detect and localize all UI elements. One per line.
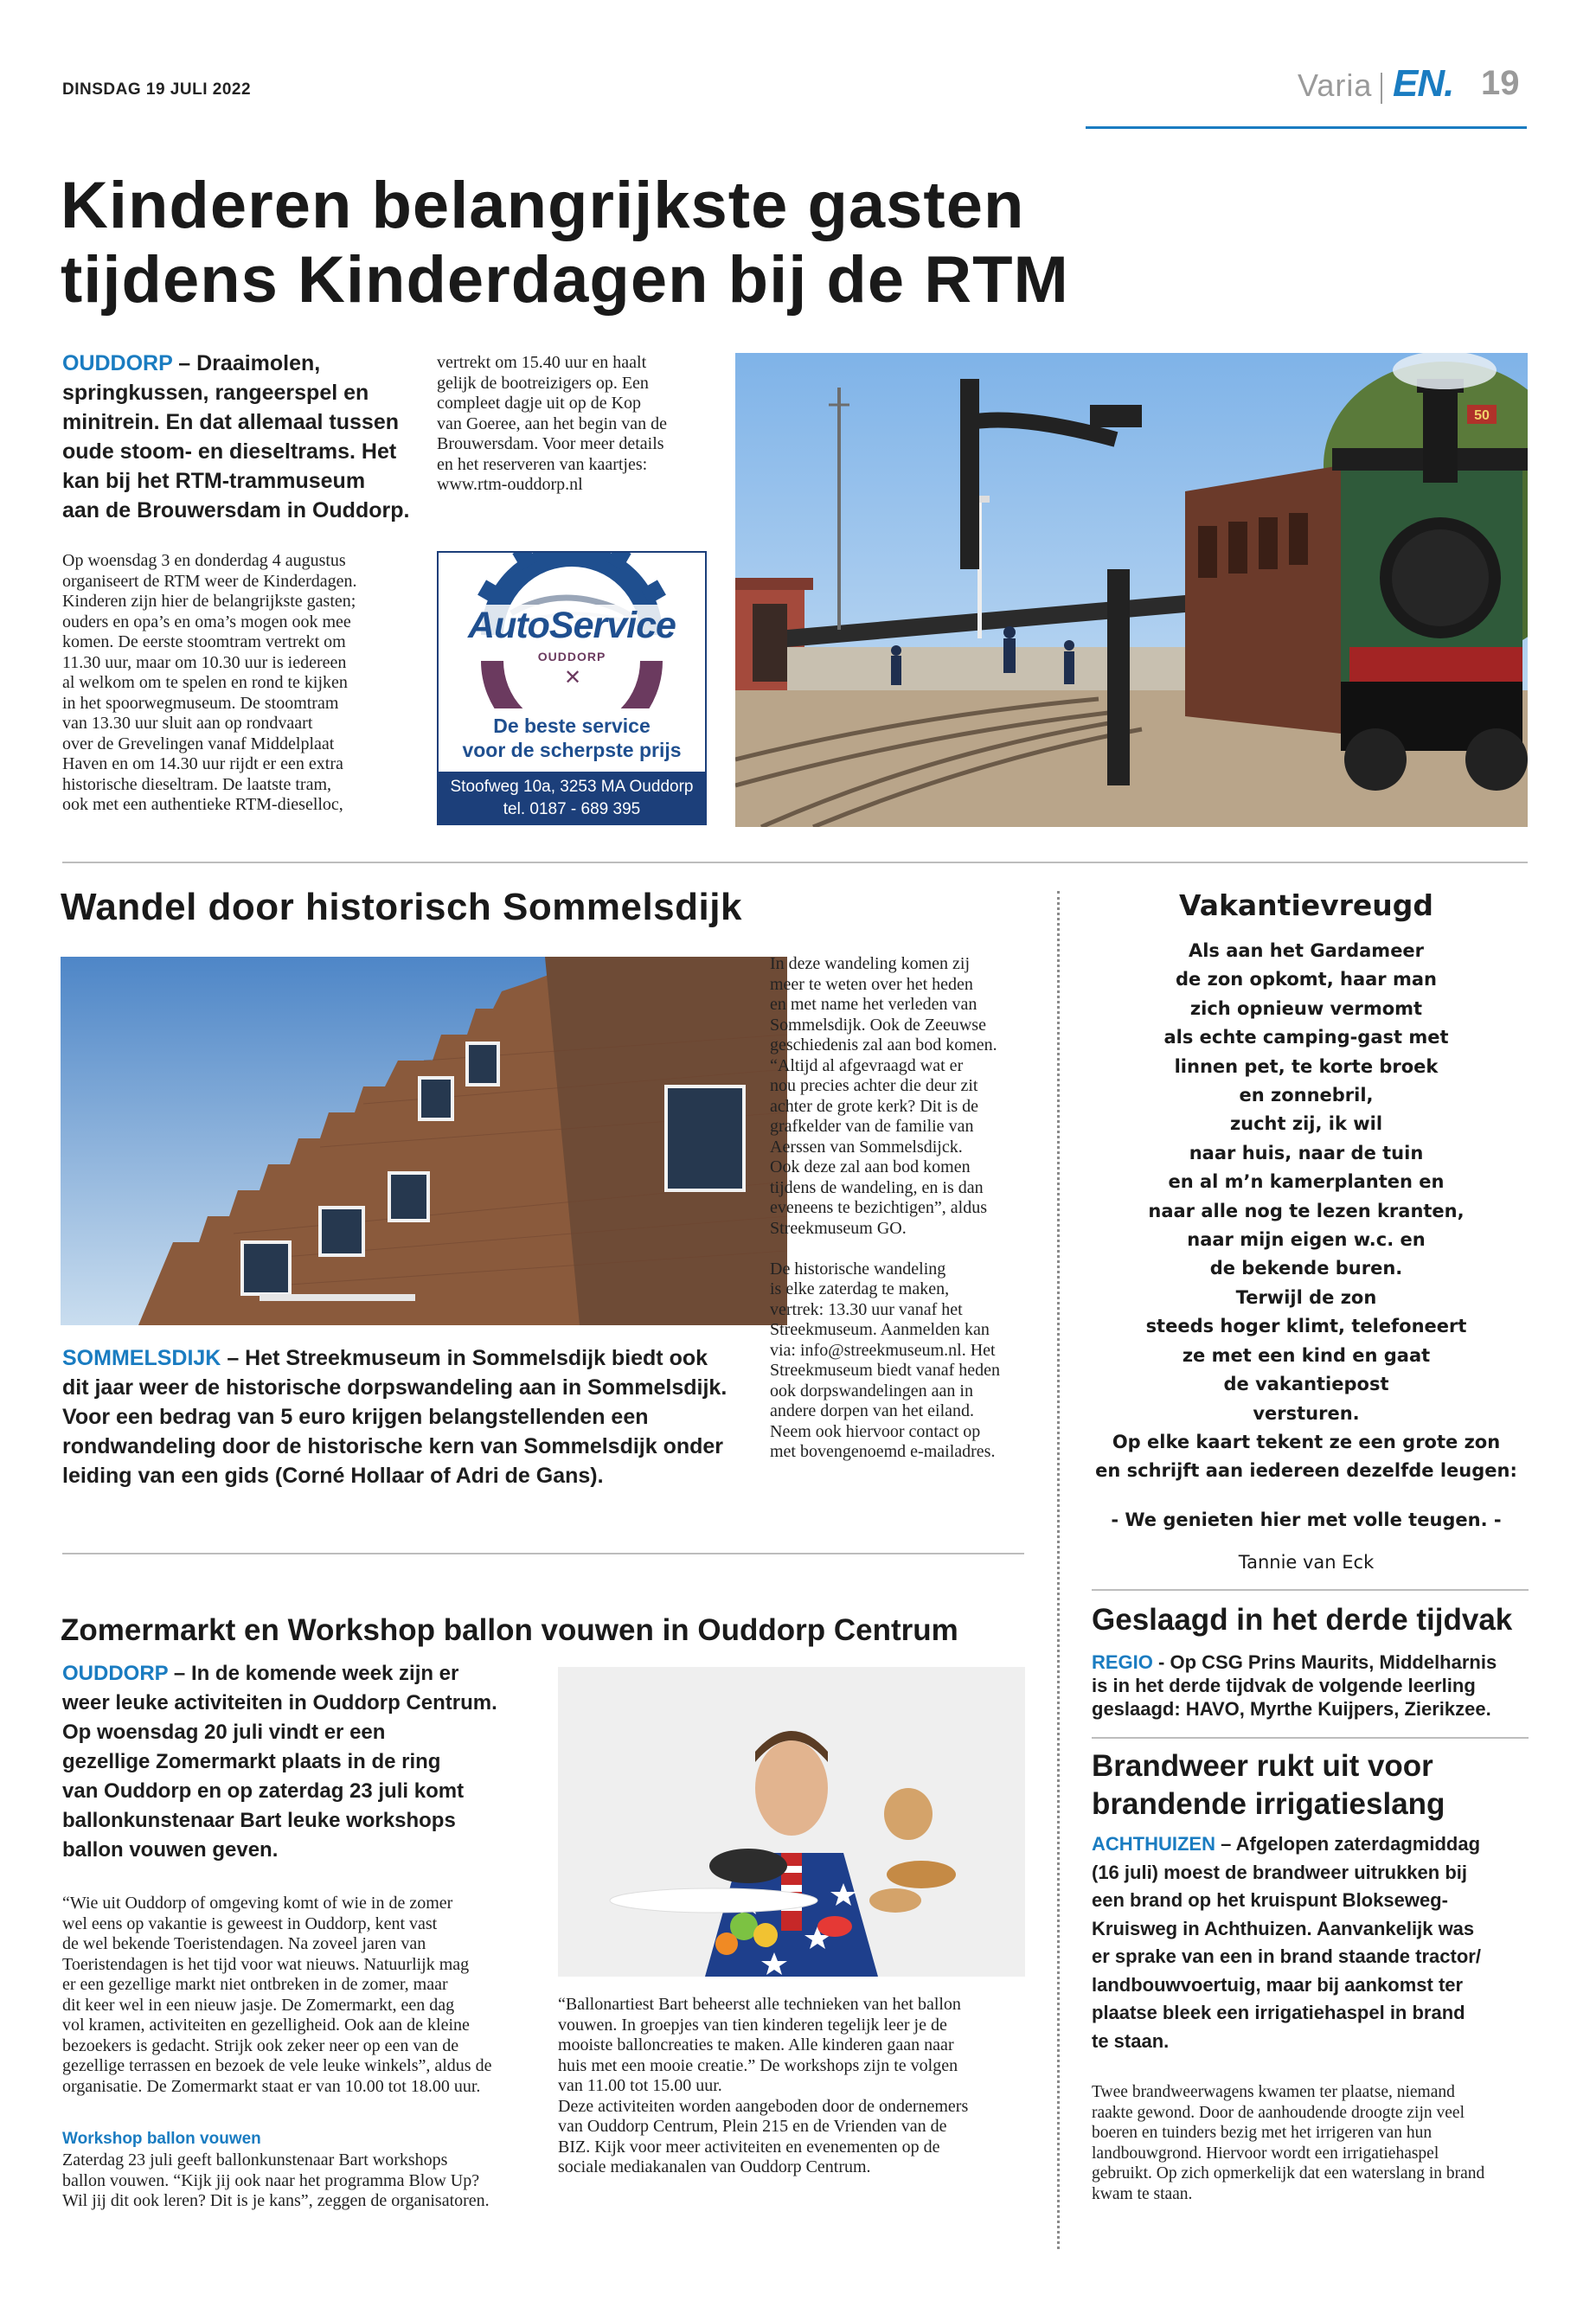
lead-line: geslaagd: HAVO, Myrthe Kuijpers, Zierikzee. [1092, 1698, 1491, 1720]
header-rule [1086, 126, 1527, 129]
body-line: en het reserveren van kaartjes: [437, 454, 648, 474]
poem-line: als echte camping-gast met [1163, 1027, 1449, 1048]
lead-line: rondwandeling door de historische kern van Sommelsdijk onder [62, 1434, 724, 1458]
poem-line: de zon opkomt, haar man [1176, 969, 1437, 990]
article1-kicker: OUDDORP [62, 351, 173, 375]
article5-lead [1092, 1830, 1529, 2055]
body-line: vertrek: 13.30 uur vanaf het [770, 1299, 963, 1319]
divider-article4 [1092, 1737, 1529, 1739]
body-line: in het spoorwegmuseum. De stoomtram [62, 693, 339, 713]
body-line: Brouwersdam. Voor meer details [437, 434, 664, 453]
poem-line: linnen pet, te korte broek [1174, 1055, 1439, 1077]
article3-kicker: OUDDORP [62, 1662, 169, 1685]
lead-line: weer leuke activiteiten in Ouddorp Centrum. [62, 1691, 497, 1715]
body-line: organiseert de RTM weer de Kinderdagen. [62, 571, 357, 591]
article5-headline-line2: brandende irrigatieslang [1092, 1787, 1445, 1821]
body-line: de wel bekende Toeristendagen. Na zoveel jaren van [62, 1934, 426, 1953]
article3-lead [62, 1659, 547, 1865]
ad-slogan-line2: voor de scherpste prijs [462, 739, 682, 761]
body-line: via: info@streekmuseum.nl. Het [770, 1340, 996, 1360]
article5-headline-line1: Brandweer rukt uit voor [1092, 1749, 1433, 1783]
body-line: van Ouddorp Centrum, Plein 215 en de Vrienden van de [558, 2117, 947, 2136]
poem-line: en al m’n kamerplanten en [1168, 1171, 1445, 1193]
body-line: compleet dagje uit op de Kop [437, 394, 642, 413]
issue-date: DINSDAG 19 JULI 2022 [62, 80, 252, 99]
wrench-icon: ✕ [563, 665, 582, 689]
body-line: raakte gewond. Door de aanhoudende droogte zijn veel [1092, 2103, 1465, 2122]
lead-line: - Op CSG Prins Maurits, Middelharnis [1158, 1651, 1497, 1673]
lead-line: er sprake van een in brand staande tractor/ [1092, 1945, 1481, 1967]
article3-subhead: Workshop ballon vouwen [62, 2130, 261, 2148]
body-line: sociale mediakanalen van Ouddorp Centrum. [558, 2157, 871, 2176]
poem-line: steeds hoger klimt, telefoneert [1145, 1316, 1467, 1337]
body-line: boeren en tuinders bezig met het irrigeren van hun [1092, 2124, 1433, 2142]
lead-line: kan bij het RTM-trammuseum [62, 469, 366, 493]
body-line: nou precies achter die deur zit [770, 1076, 978, 1095]
body-line: wel eens op vakantie is geweest in Ouddorp, kent vast [62, 1913, 438, 1933]
poem-line: en zonnebril, [1239, 1085, 1374, 1106]
poem-line: naar mijn eigen w.c. en [1187, 1229, 1426, 1251]
body-line: In deze wandeling komen zij [770, 954, 971, 973]
lead-line: – Het Streekmuseum in Sommelsdijk biedt ook [227, 1346, 708, 1370]
body-line: Toeristendagen is het tijd voor wat nieuws. Natuurlijk mag [62, 1954, 470, 1974]
lead-line: een brand op het kruispunt Blokseweg- [1092, 1889, 1448, 1911]
body-line: al welkom om te spelen en rond te kijken [62, 673, 348, 692]
lead-line: Kruisweg in Achthuizen. Aanvankelijk was [1092, 1917, 1475, 1939]
ad-slogan-line1: De beste service [493, 715, 651, 737]
body-line: vol kramen, activiteiten en gezelligheid. Ook aan de kleine [62, 2016, 470, 2035]
article2-headline: Wandel door historisch Sommelsdijk [61, 886, 742, 928]
body-line: van 11.00 tot 15.00 uur. [558, 2076, 722, 2095]
body-line: Sommelsdijk. Ook de Zeeuwse [770, 1015, 986, 1035]
poem-line: de vakantiepost [1223, 1374, 1389, 1395]
poem-body [1086, 937, 1527, 1486]
body-line [770, 1239, 1038, 1259]
article5-headline [1092, 1747, 1445, 1823]
body-line: van 13.30 uur sluit aan op rondvaart [62, 714, 313, 733]
lead-line: van Ouddorp en op zaterdag 23 juli komt [62, 1779, 465, 1803]
divider-2 [62, 1553, 1024, 1554]
body-line: huis met een mooie creatie.” De workshops zijn te volgen [558, 2055, 958, 2075]
body-line: eveneens te bezichtigen”, aldus [770, 1198, 987, 1217]
poem-line: Als aan het Gardameer [1188, 940, 1425, 961]
body-line: meer te weten over het heden [770, 974, 973, 994]
body-line: is elke zaterdag te maken, [770, 1279, 950, 1298]
body-line: Streekmuseum. Aanmelden kan [770, 1320, 990, 1339]
poem-line: Terwijl de zon [1235, 1286, 1377, 1308]
poem-line: naar alle nog te lezen kranten, [1148, 1200, 1465, 1221]
body-line: van Goeree, aan het begin van de [437, 413, 667, 433]
article2-column [770, 954, 1038, 1463]
body-line: bezoekers is gedacht. Strijk ook zeker neer op een van de [62, 2035, 459, 2055]
body-line: gebruikt. Op zich opmerkelijk dat een waterslang in brand [1092, 2164, 1485, 2182]
poem-title: Vakantievreugd [1178, 888, 1434, 922]
body-line: ook dorpswandelingen aan in [770, 1381, 973, 1400]
newspaper-logo: EN. [1393, 62, 1454, 105]
lead-line: plaatse bleek een irrigatiehaspel in brand [1092, 2002, 1465, 2023]
ad-address: Stoofweg 10a, 3253 MA Ouddorp [450, 778, 694, 796]
poem-line: en schrijft aan iedereen dezelfde leugen: [1095, 1460, 1517, 1482]
lead-line: – Afgelopen zaterdagmiddag [1221, 1833, 1481, 1855]
body-line: Ook deze zal aan bod komen [770, 1157, 971, 1176]
body-line: Deze activiteiten worden aangeboden door de ondernemers [558, 2096, 969, 2116]
ad-sub: OUDDORP [537, 650, 606, 663]
body-line: komen. De eerste stoomtram vertrekt om [62, 632, 346, 651]
body-line: kwam te staan. [1092, 2184, 1193, 2203]
body-line: Aerssen van Sommelsdijck. [770, 1137, 963, 1157]
lead-line: minitrein. En dat allemaal tussen [62, 410, 400, 434]
body-line: “Ballonartiest Bart beheerst alle technieken van het ballon [558, 1995, 961, 2014]
article3-body2 [62, 2150, 564, 2212]
divider-poem [1092, 1589, 1529, 1591]
article5-kicker: ACHTHUIZEN [1092, 1833, 1215, 1855]
body-line: Wil jij dit ook leren? Dit is je kans”, zeggen de organisatoren. [62, 2191, 490, 2210]
body-line: Neem ook hiervoor contact op [770, 1421, 981, 1441]
body-line: vertrekt om 15.40 uur en haalt [437, 353, 647, 372]
body-line: landbouwgrond. Hiervoor wordt een irrigatiehaspel [1092, 2144, 1439, 2163]
ad-slogan [439, 714, 705, 762]
sommelsdijk-photo [61, 957, 787, 1325]
lead-line: oude stoom- en dieseltrams. Het [62, 439, 397, 464]
divider-1 [62, 862, 1528, 863]
body-line: Streekmuseum GO. [770, 1218, 907, 1238]
poem-line: Op elke kaart tekent ze een grote zon [1112, 1431, 1501, 1452]
steam-tram-photo [735, 353, 1528, 827]
body-line: dit keer wel in een nieuw jasje. De Zomermarkt, een dag [62, 1995, 455, 2015]
lead-line: – Draaimolen, [178, 351, 321, 375]
body-line: “Altijd al afgevraagd wat er [770, 1055, 964, 1075]
header-divider [1381, 73, 1382, 104]
article3-headline: Zomermarkt en Workshop ballon vouwen in Ouddorp Centrum [61, 1613, 958, 1647]
article1-headline [61, 169, 1069, 317]
poem-line: versturen. [1253, 1402, 1360, 1424]
article4-lead [1092, 1650, 1529, 1721]
article1-lead [62, 349, 426, 525]
body-line: er een gezellige markt niet ontbreken in de zomer, maar [62, 1975, 448, 1994]
lead-line: ballon vouwen geven. [62, 1838, 279, 1862]
lead-line: (16 juli) moest de brandweer uitrukken bij [1092, 1861, 1467, 1883]
body-line: achter de grote kerk? Dit is de [770, 1096, 979, 1116]
body-line: ouders en opa’s en oma’s mogen ook mee [62, 612, 351, 631]
lead-line: is in het derde tijdvak de volgende leerling [1092, 1675, 1476, 1696]
ad-phone[interactable]: tel. 0187 - 689 395 [503, 800, 641, 818]
poem-line: naar huis, naar de tuin [1189, 1142, 1424, 1163]
body-line: en met name het verleden van [770, 995, 977, 1014]
poem-closing: - We genieten hier met volle teugen. - [1111, 1509, 1502, 1530]
body-line: historische dieseltram. De laatste tram, [62, 774, 332, 794]
body-line: De historische wandeling [770, 1259, 946, 1279]
lead-line: springkussen, rangeerspel en [62, 381, 369, 405]
body-line: grafkelder van de familie van [770, 1117, 974, 1136]
body-line: andere dorpen van het eiland. [770, 1401, 975, 1420]
lead-line: landbouwvoertuig, maar bij aankomst ter [1092, 1973, 1464, 1996]
lead-line: Voor een bedrag van 5 euro krijgen belangstellenden een [62, 1405, 649, 1429]
ad-contact-bar [439, 772, 705, 824]
article1-headline-line2: tijdens Kinderdagen bij de RTM [61, 243, 1069, 317]
body-line: Kinderen zijn hier de belangrijkste gasten; [62, 592, 356, 611]
article3-body [62, 1894, 564, 2097]
body-line: Zaterdag 23 juli geeft ballonkunstenaar Bart workshops [62, 2150, 448, 2170]
article2-kicker: SOMMELSDIJK [62, 1346, 221, 1370]
poem-line: ze met een kind en gaat [1182, 1344, 1431, 1366]
lead-line: te staan. [1092, 2029, 1170, 2052]
body-line: vouwen. In groepjes van tien kinderen tegelijk leer je de [558, 2015, 947, 2035]
article4-kicker: REGIO [1092, 1651, 1153, 1673]
body-line: organisatie. De Zomermarkt staat er van 10.00 tot 18.00 uur. [62, 2076, 481, 2096]
body-line: geschiedenis zal aan bod komen. [770, 1035, 997, 1054]
lead-line: gezellige Zomermarkt plaats in de ring [62, 1750, 441, 1773]
lead-line: – In de komende week zijn er [173, 1662, 459, 1685]
article1-column2 [437, 353, 696, 496]
column-separator [1057, 891, 1060, 2249]
poem-line: zucht zij, ik wil [1229, 1113, 1383, 1135]
article1-website[interactable]: www.rtm-ouddorp.nl [437, 475, 583, 494]
body-line: ook met een authentieke RTM-dieselloc, [62, 795, 343, 814]
body-line: BIZ. Kijk voor meer activiteiten en evenementen op de [558, 2137, 940, 2157]
article1-body [62, 551, 408, 816]
balloon-artist-photo [558, 1667, 1025, 1977]
lead-line: aan de Brouwersdam in Ouddorp. [62, 498, 410, 522]
lead-line: ballonkunstenaar Bart leuke workshops [62, 1809, 456, 1832]
body-line: tijdens de wandeling, en is dan [770, 1177, 984, 1197]
lead-line: Op woensdag 20 juli vindt er een [62, 1721, 386, 1744]
body-line: over de Grevelingen vanaf Middelplaat [62, 734, 335, 753]
locomotive-number: 50 [1474, 408, 1490, 423]
article1-headline-line1: Kinderen belangrijkste gasten [61, 169, 1025, 242]
page-number: 19 [1481, 64, 1520, 102]
article3-column2 [558, 1995, 1025, 2178]
body-line: 11.30 uur, maar om 10.30 uur is iedereen [62, 652, 347, 672]
ad-brand: AutoService [439, 605, 705, 647]
body-line: mooiste balloncreaties te maken. Alle kinderen gaan naar [558, 2035, 954, 2054]
poem-author: Tannie van Eck [1238, 1552, 1375, 1573]
body-line: Streekmuseum biedt vanaf heden [770, 1361, 1001, 1380]
body-line: ballon vouwen. “Kijk jij ook naar het programma Blow Up? [62, 2170, 480, 2190]
body-line: Op woensdag 3 en donderdag 4 augustus [62, 551, 346, 570]
body-line: met bovengenoemd e-mailadres. [770, 1442, 996, 1461]
body-line: gezellige terrassen en bezoek de vele leuke winkels”, aldus de [62, 2056, 492, 2075]
body-line: gelijk de bootreizigers op. Een [437, 373, 649, 393]
article5-body [1092, 2082, 1529, 2204]
body-line: Twee brandweerwagens kwamen ter plaatse, niemand [1092, 2083, 1455, 2101]
poem-line: zich opnieuw vermomt [1189, 997, 1423, 1019]
section-label: Varia [1298, 67, 1373, 103]
lead-line: leiding van een gids (Corné Hollaar of Adri de Gans). [62, 1464, 604, 1488]
autoservice-ad[interactable] [437, 551, 707, 825]
poem-line: de bekende buren. [1209, 1258, 1403, 1279]
article4-headline: Geslaagd in het derde tijdvak [1092, 1603, 1513, 1637]
body-line: Haven en om 14.30 uur rijdt er een extra [62, 754, 343, 773]
body-line: “Wie uit Ouddorp of omgeving komt of wie in de zomer [62, 1894, 453, 1913]
lead-line: dit jaar weer de historische dorpswandeling aan in Sommelsdijk. [62, 1375, 727, 1400]
article2-lead [62, 1343, 780, 1490]
